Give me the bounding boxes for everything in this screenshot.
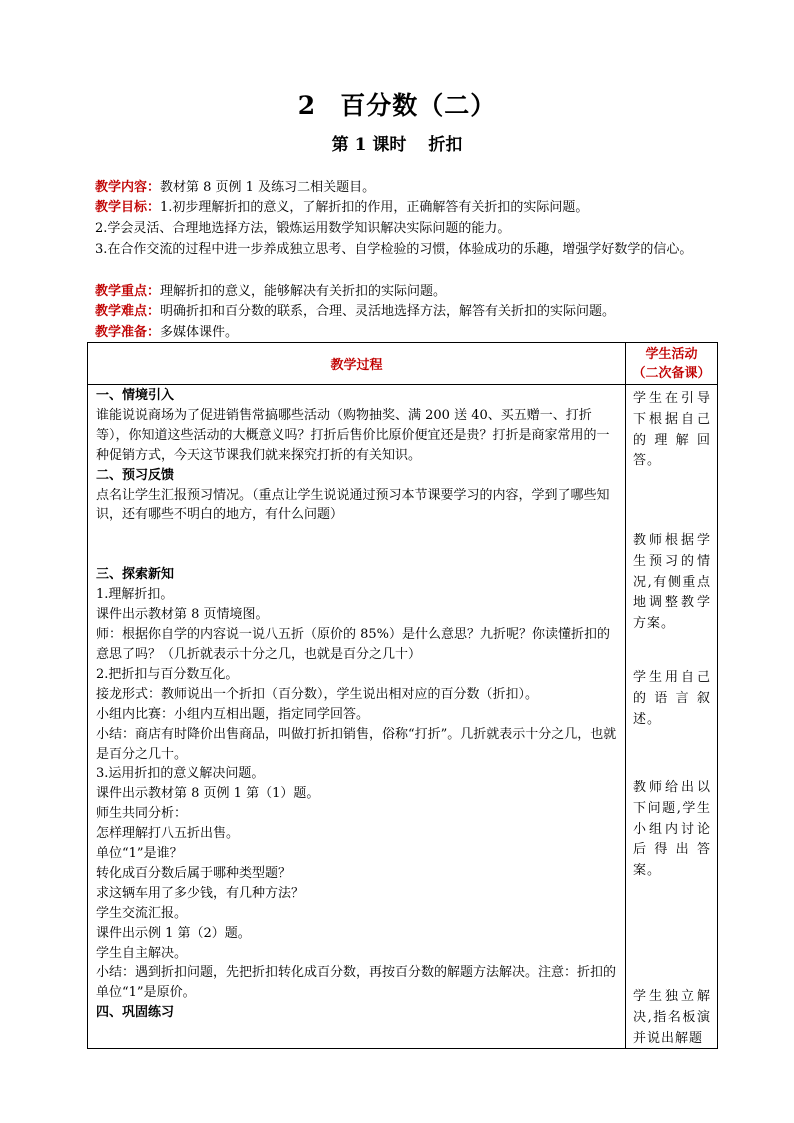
activity-note: 学生在引导下根据自己的理解回答。 [633, 391, 711, 469]
prep-label: 教学准备： [95, 325, 161, 340]
section-heading: 四、巩固练习 [96, 1005, 175, 1021]
meta-key [95, 282, 715, 303]
goal-label: 教学目标： [95, 200, 161, 215]
goal-2: 2.学会灵活、合理地选择方法，锻炼运用数学知识解决实际问题的能力。 [95, 221, 511, 236]
page-title [0, 86, 794, 122]
activity-notes [626, 385, 718, 1049]
process-line: 1.理解折扣。 [96, 587, 174, 603]
lesson-subtitle [0, 130, 794, 155]
teaching-process-table [87, 342, 718, 1049]
process-line: 师生共同分析： [96, 806, 188, 822]
header-process: 教学过程 [88, 343, 626, 385]
meta-content [95, 178, 715, 199]
process-line: 课件出示教材第 8 页例 1 第（1）题。 [96, 786, 320, 802]
process-line: 点名让学生汇报预习情况。（重点让学生说说通过预习本节课要学习的内容，学到了哪些知识，还有哪些不明白的地方，有什么问题） [96, 487, 610, 523]
process-line: 课件出示例 1 第（2）题。 [96, 925, 251, 941]
process-line: 学生自主解决。 [96, 945, 188, 961]
prep-text: 多媒体课件。 [160, 325, 239, 340]
activity-note: 教师根据学生预习的情况,有侧重点地调整教学方案。 [633, 533, 711, 632]
subtitle-lesson: 第 1 课时 [331, 135, 407, 155]
process-line: 谁能说说商场为了促进销售常搞哪些活动（购物抽奖、满 200 送 40、买五赠一、打折等），你知道这些活动的大概意义吗？打折后售价比原价便宜还是贵？打折是商家常用的一种促销方式，今天这节课我们就来探究打折的有关知识。 [96, 407, 610, 463]
process-line: 求这辆车用了多少钱，有几种方法？ [96, 885, 305, 901]
meta-goal [95, 198, 715, 219]
key-text: 理解折扣的意义，能够解决有关折扣的实际问题。 [160, 284, 447, 299]
title-number: 2 [297, 91, 317, 120]
difficulty-label: 教学难点： [95, 304, 161, 319]
title-text: 百分数（二） [340, 91, 497, 120]
key-label: 教学重点： [95, 284, 161, 299]
content-label: 教学内容： [95, 180, 161, 195]
process-line: 2.把折扣与百分数互化。 [96, 666, 239, 682]
section-heading: 一、情境引入 [96, 388, 175, 403]
activity-note: 教师给出以下问题,学生小组内讨论后得出答案。 [633, 780, 711, 879]
process-line: 单位“1”是谁？ [96, 846, 183, 862]
process-line: 小组内比赛：小组内互相出题，指定同学回答。 [96, 706, 370, 722]
header-activity-line1: 学生活动 [645, 346, 698, 362]
process-line: 转化成百分数后属于哪种类型题？ [96, 865, 292, 881]
process-line: 怎样理解打八五折出售。 [96, 826, 240, 842]
process-line: 小结：商店有时降价出售商品，叫做打折扣销售，俗称“打折”。几折就表示十分之几，也就是百分之几十。 [96, 726, 617, 762]
process-line [96, 525, 619, 545]
difficulty-text: 明确折扣和百分数的联系，合理、灵活地选择方法，解答有关折扣的实际问题。 [160, 304, 616, 319]
header-activity-line2: （二次备课） [632, 365, 711, 381]
header-student-activity [626, 343, 718, 385]
section-heading: 三、探索新知 [96, 567, 175, 583]
goal-1: 1.初步理解折扣的意义，了解折扣的作用，正确解答有关折扣的实际问题。 [160, 200, 589, 215]
goal-3: 3.在合作交流的过程中进一步养成独立思考、自学检验的习惯，体验成功的乐趣，增强学好数学的信心。 [95, 242, 693, 257]
process-line: 学生交流汇报。 [96, 905, 188, 921]
process-line: 师：根据你自学的内容说一说八五折（原价的 85%）是什么意思？九折呢？你读懂折扣的意思了吗？（几折就表示十分之几，也就是百分之几十） [96, 627, 611, 662]
meta-prep [95, 323, 715, 344]
activity-note: 学生用自己的语言叙述。 [633, 670, 711, 727]
process-content [88, 385, 626, 1049]
subtitle-topic: 折扣 [428, 135, 463, 155]
process-line: 3.运用折扣的意义解决问题。 [96, 766, 265, 782]
meta-difficulty [95, 302, 715, 323]
section-heading: 二、预习反馈 [96, 467, 175, 483]
activity-note: 学生独立解决,指名板演并说出解题 [633, 989, 711, 1046]
process-line [96, 545, 619, 565]
content-text: 教材第 8 页例 1 及练习二相关题目。 [160, 180, 376, 195]
process-line: 小结：遇到折扣问题，先把折扣转化成百分数，再按百分数的解题方法解决。注意：折扣的单位“1”是原价。 [96, 965, 617, 1001]
process-line: 接龙形式：教师说出一个折扣（百分数），学生说出相对应的百分数（折扣）。 [96, 686, 539, 702]
process-line: 课件出示教材第 8 页情境图。 [96, 607, 269, 623]
